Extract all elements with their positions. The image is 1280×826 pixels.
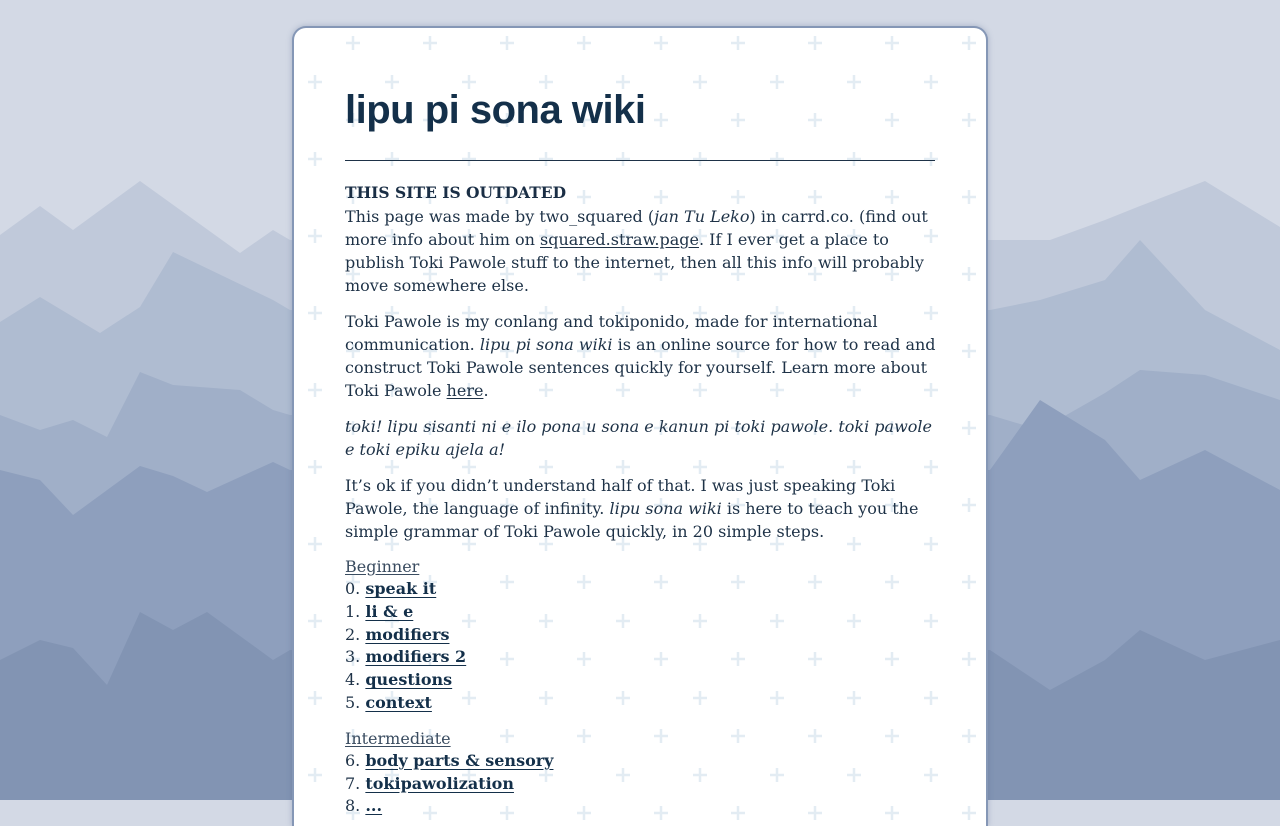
step-item [345,578,935,601]
step-link-8[interactable]: ... [365,796,383,816]
explain-text-1: It’s ok if you didn’t understand half of that. I was just speaking Toki Pawole, the language of infinity. [345,476,896,518]
section-title-intermediate: Intermediate [345,728,451,748]
step-link-modifiers[interactable]: modifiers [365,624,450,644]
intro-text-1: This page was made by two_squared ( [345,207,655,226]
section-intermediate [345,727,935,818]
step-number: 5. [345,692,361,712]
step-number: 0. [345,579,361,598]
step-item [345,692,935,715]
step-link-modifiers-2[interactable]: modifiers 2 [365,647,467,667]
step-number: 6. [345,750,361,770]
explain-paragraph [345,474,937,543]
explain-text-2: is here to teach you the simple grammar of Toki Pawole quickly, in 20 simple steps. [345,499,919,541]
step-item [345,669,935,692]
step-item [345,795,935,818]
step-link-speak-it[interactable]: speak it [365,579,437,598]
learn-more-link[interactable]: here [446,381,484,400]
step-item [345,773,935,796]
about-paragraph [345,310,937,402]
author-site-link[interactable]: squared.straw.page [540,230,699,249]
step-link-questions[interactable]: questions [365,670,453,690]
author-alias: jan Tu Leko [654,207,750,226]
step-link-context[interactable]: context [365,692,432,712]
step-number: 2. [345,624,361,644]
section-beginner [345,555,935,715]
about-text-3: . [483,381,489,400]
about-text-2: is an online source for how to read and construct Toki Pawole sentences quickly for yourself. Learn more about Toki Pawole [345,335,936,400]
intro-paragraph [345,205,937,297]
step-number: 3. [345,647,361,667]
step-item [345,646,935,669]
about-text-1: Toki Pawole is my conlang and tokiponido, made for international communication. [345,312,878,354]
step-item [345,750,935,773]
step-item [345,624,935,647]
outdated-warning: THIS SITE IS OUTDATED [345,183,567,202]
step-link-tokipawolization[interactable]: tokipawolization [365,773,514,793]
step-number: 7. [345,773,361,793]
step-number: 4. [345,670,361,690]
step-link-li-e[interactable]: li & e [365,601,414,621]
step-number: 1. [345,601,361,621]
title-divider [345,160,935,161]
about-wiki-name: lipu pi sona wiki [479,335,613,354]
toki-pawole-quote: toki! lipu sisanti ni e ilo pona u sona e kanun pi toki pawole. toki pawole e toki epiku ajela a! [345,417,932,459]
step-link-body-parts[interactable]: body parts & sensory [365,750,554,770]
intro-text-3: . If I ever get a place to publish Toki Pawole stuff to the internet, then all this info will probably move somewhere else. [345,230,924,295]
step-number: 8. [345,796,361,816]
step-item [345,601,935,624]
intro-text-2: ) in carrd.co. (find out more info about him on [345,207,928,249]
content-card [292,26,988,826]
page-title: lipu pi sona wiki [345,88,646,132]
page-content [294,86,986,818]
section-title-beginner: Beginner [345,557,420,576]
explain-wiki-name: lipu sona wiki [609,499,722,518]
